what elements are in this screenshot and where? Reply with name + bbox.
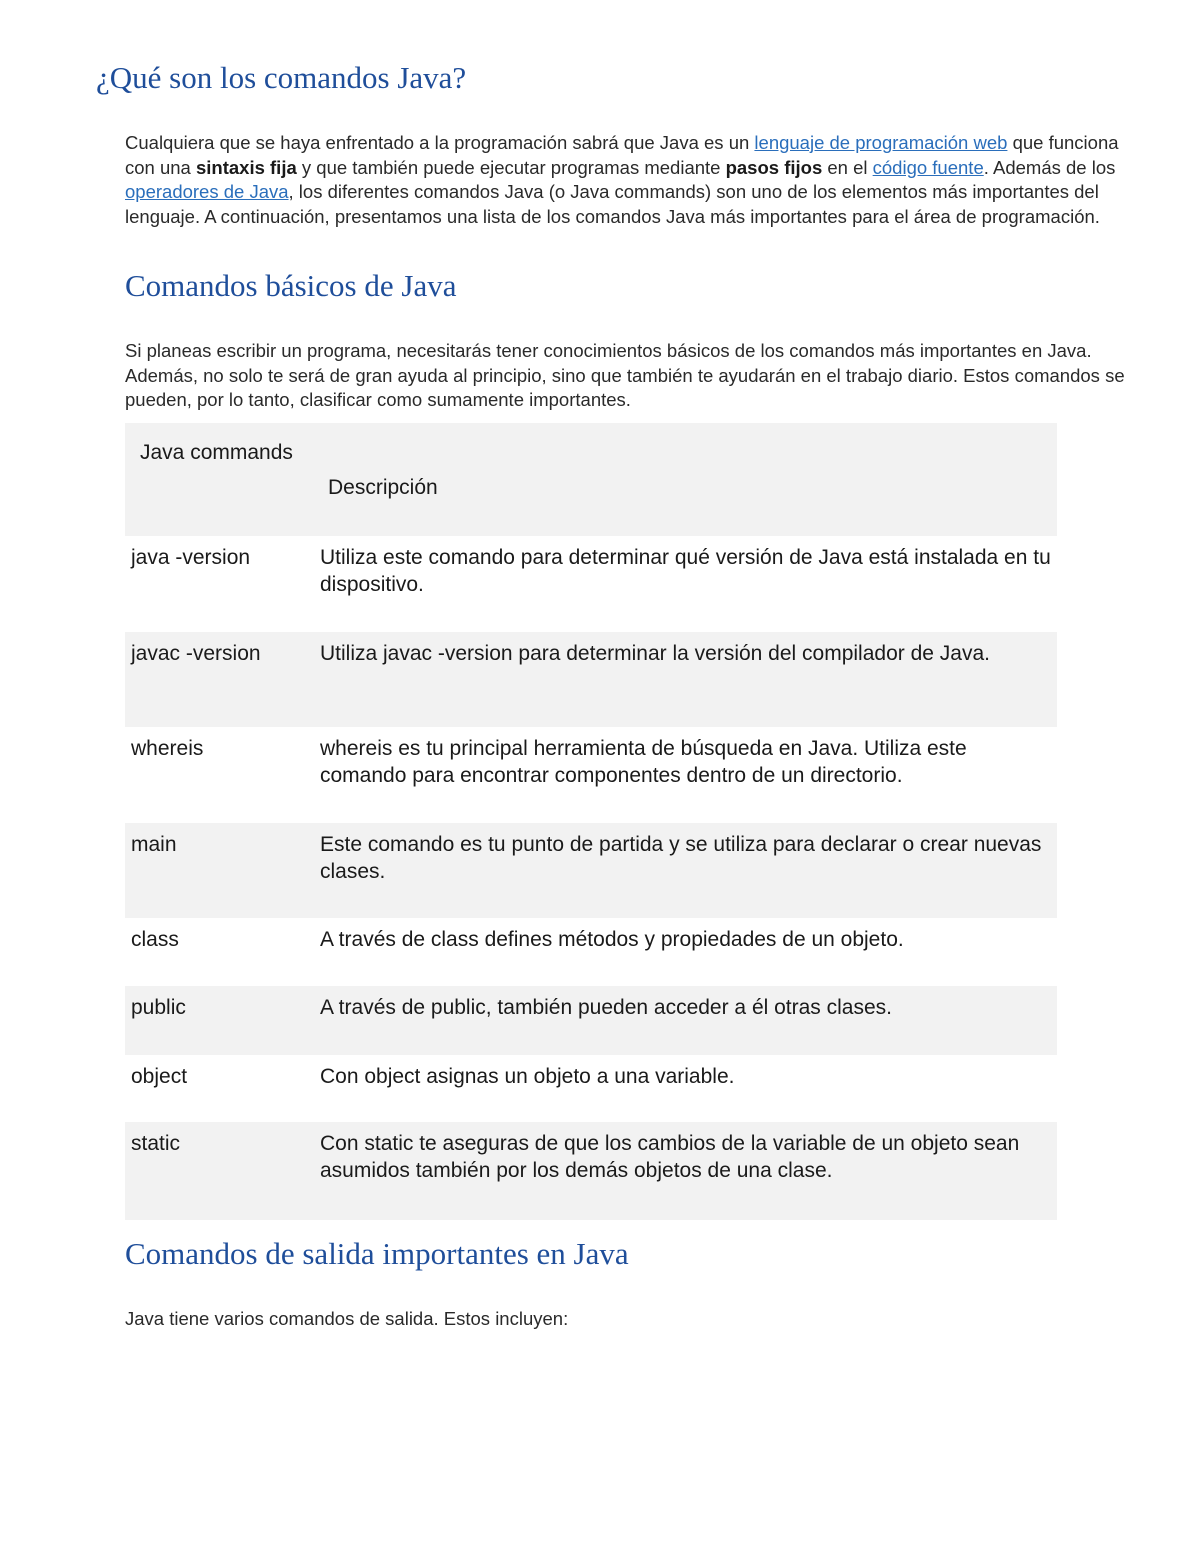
bold-pasos-fijos: pasos fijos bbox=[725, 156, 823, 178]
table-row bbox=[125, 1055, 1057, 1122]
table-row bbox=[125, 1122, 1057, 1220]
cell-command: public bbox=[125, 986, 314, 1055]
header-descripcion: Descripción bbox=[314, 423, 1057, 536]
output-paragraph: Java tiene varios comandos de salida. Estos incluyen: bbox=[125, 1308, 569, 1329]
table-row bbox=[125, 918, 1057, 986]
basics-paragraph: Si planeas escribir un programa, necesitarás tener conocimientos básicos de los comandos más importantes en Java. Además, no solo te será de gran ayuda al principio, sino que también te ayudarán en el trabajo diario. Estos comandos se pueden, por lo tanto, clasificar como sumamente importantes. bbox=[125, 340, 1125, 410]
cell-description: whereis es tu principal herramienta de búsqueda en Java. Utiliza este comando para encontrar componentes dentro de un directorio. bbox=[320, 737, 967, 787]
cell-command: main bbox=[125, 823, 314, 918]
cell-command: java -version bbox=[131, 546, 251, 569]
page-title: ¿Qué son los comandos Java? bbox=[96, 60, 467, 95]
cell-description: A través de class defines métodos y propiedades de un objeto. bbox=[320, 928, 904, 951]
section-heading-comandos-basicos: Comandos básicos de Java bbox=[125, 268, 457, 303]
cell-command: whereis bbox=[131, 737, 204, 760]
cell-description: A través de public, también pueden acceder a él otras clases. bbox=[314, 986, 1057, 1055]
header-java-commands: Java commands bbox=[125, 423, 314, 536]
intro-paragraph bbox=[125, 131, 1125, 229]
intro-text-1: Cualquiera que se haya enfrentado a la programación sabrá que Java es un bbox=[125, 132, 755, 153]
table-row bbox=[125, 632, 1057, 727]
commands-table bbox=[125, 423, 1057, 1220]
cell-description: Con object asignas un objeto a una variable. bbox=[320, 1065, 735, 1088]
bold-sintaxis-fija: sintaxis fija bbox=[195, 156, 297, 178]
link-codigo-fuente[interactable]: código fuente bbox=[872, 156, 984, 178]
cell-description: Utiliza javac -version para determinar la versión del compilador de Java. bbox=[314, 632, 1057, 727]
intro-text-5: . Además de los bbox=[983, 156, 1116, 178]
intro-text-2: que funciona con una bbox=[125, 132, 1119, 178]
table-row bbox=[125, 823, 1057, 918]
cell-command: class bbox=[131, 928, 179, 951]
link-operadores-java[interactable]: operadores de Java bbox=[125, 181, 289, 202]
link-lenguaje-programacion-web[interactable]: lenguaje de programación web bbox=[754, 132, 1008, 153]
intro-text-3: y que también puede ejecutar programas mediante bbox=[296, 156, 726, 178]
table-row bbox=[125, 536, 1057, 632]
intro-text-6: , los diferentes comandos Java (o Java commands) son uno de los elementos más importantes del lenguaje. A continuación, presentamos una lista de los comandos Java más importantes para el área de programación. bbox=[125, 181, 1100, 227]
cell-command: javac -version bbox=[125, 632, 314, 727]
cell-command: object bbox=[131, 1065, 188, 1088]
table-row bbox=[125, 727, 1057, 823]
section-heading-comandos-salida: Comandos de salida importantes en Java bbox=[125, 1236, 629, 1271]
table-header-row bbox=[125, 423, 1057, 536]
intro-text-4: en el bbox=[822, 156, 873, 178]
cell-description: Con static te aseguras de que los cambios de la variable de un objeto sean asumidos también por los demás objetos de una clase. bbox=[314, 1122, 1057, 1220]
cell-description: Este comando es tu punto de partida y se utiliza para declarar o crear nuevas clases. bbox=[314, 823, 1057, 918]
cell-command: static bbox=[125, 1122, 314, 1220]
cell-description: Utiliza este comando para determinar qué versión de Java está instalada en tu dispositivo. bbox=[320, 546, 1051, 596]
table-row bbox=[125, 986, 1057, 1055]
